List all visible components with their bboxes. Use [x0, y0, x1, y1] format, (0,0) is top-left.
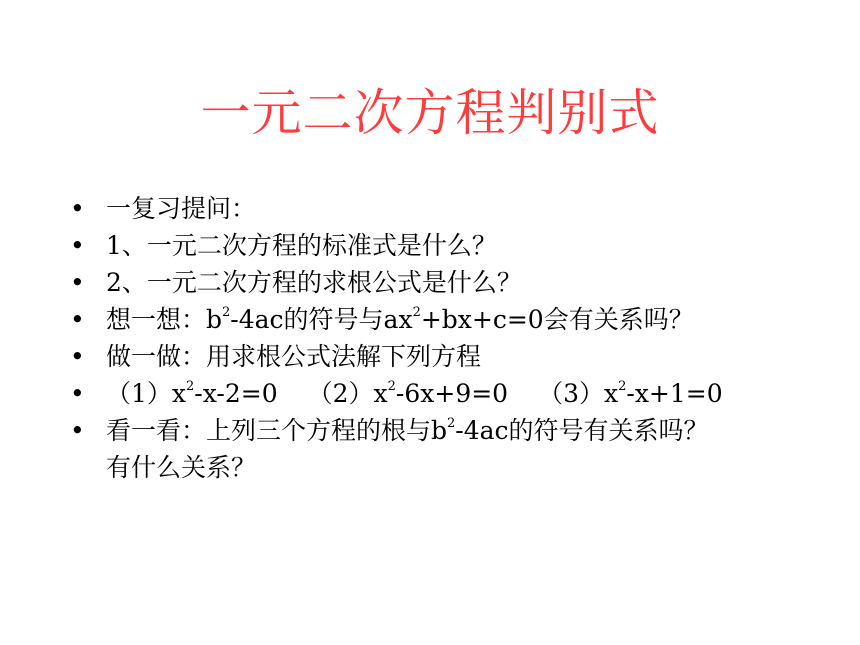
bullet-text: 1、一元二次方程的标准式是什么？ — [106, 231, 497, 260]
bullet-icon: • — [70, 231, 85, 260]
bullet-list — [70, 190, 830, 486]
superscript: 2 — [387, 378, 396, 394]
superscript: 2 — [618, 378, 627, 394]
bullet-text-part: -4ac的符号与ax — [230, 305, 413, 334]
bullet-text-part: 看一看：上列三个方程的根与b — [106, 416, 448, 445]
superscript: 2 — [447, 415, 456, 431]
equation-text: （1）x — [106, 379, 187, 408]
superscript: 2 — [186, 378, 195, 394]
equation-2 — [308, 379, 508, 408]
bullet-icon: • — [70, 416, 85, 445]
equation-text: （3）x — [538, 379, 619, 408]
bullet-icon: • — [70, 342, 85, 371]
bullet-question-2 — [70, 264, 830, 301]
bullet-icon: • — [70, 268, 85, 297]
bullet-text-line2: 有什么关系？ — [106, 453, 257, 482]
bullet-icon: • — [70, 305, 85, 334]
bullet-icon: • — [70, 379, 85, 408]
bullet-equations — [70, 375, 830, 412]
bullet-text-part: +bx+c=0会有关系吗？ — [420, 305, 694, 334]
bullet-question-1 — [70, 227, 830, 264]
slide-title: 一元二次方程判别式 — [200, 84, 660, 142]
bullet-do — [70, 338, 830, 375]
bullet-think — [70, 301, 830, 338]
bullet-text: 一复习提问： — [106, 194, 257, 223]
bullet-observe — [70, 412, 830, 486]
bullet-icon: • — [70, 194, 85, 223]
superscript: 2 — [222, 304, 231, 320]
bullet-review-prompt — [70, 190, 830, 227]
bullet-text: 做一做：用求根公式法解下列方程 — [106, 342, 482, 371]
bullet-text-part: -4ac的符号有关系吗？ — [455, 416, 709, 445]
equation-text: -6x+9=0 — [395, 379, 509, 408]
bullet-text: 2、一元二次方程的求根公式是什么？ — [106, 268, 522, 297]
equation-text: -x-2=0 — [194, 379, 278, 408]
equation-text: （2）x — [307, 379, 388, 408]
bullet-text-part: 想一想：b — [106, 305, 223, 334]
equation-3 — [538, 379, 723, 408]
equation-1 — [106, 379, 278, 408]
superscript: 2 — [412, 304, 421, 320]
equation-text: -x+1=0 — [626, 379, 723, 408]
